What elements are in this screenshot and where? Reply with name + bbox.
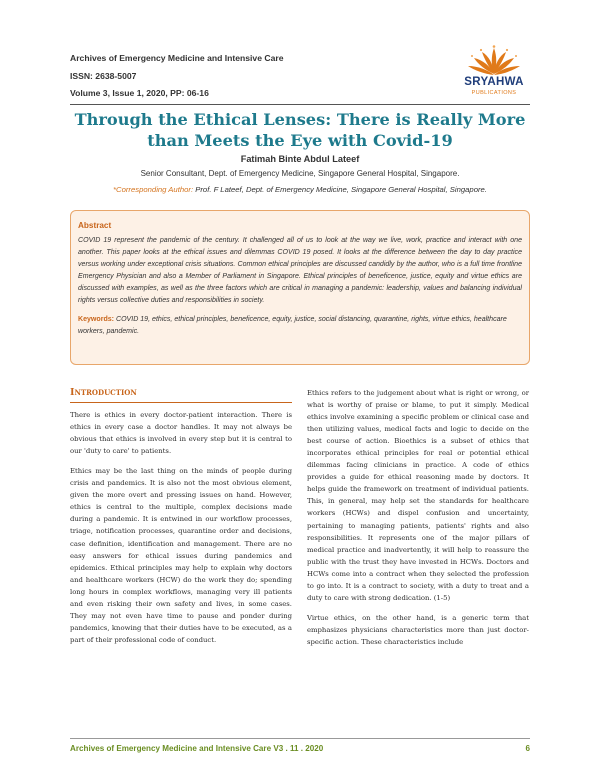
issn: ISSN: 2638-5007 <box>70 71 137 81</box>
page-footer <box>70 744 530 756</box>
abstract-box <box>70 210 530 365</box>
header-divider <box>70 104 530 105</box>
keywords-label: Keywords: <box>78 315 115 323</box>
corresponding-author-text: Prof. F Lateef, Dept. of Emergency Medicine, Singapore General Hospital, Singapore. <box>193 185 487 194</box>
volume-info: Volume 3, Issue 1, 2020, PP: 06-16 <box>70 88 209 98</box>
paragraph: Ethics refers to the judgement about what is right or wrong, or what is worthy of praise or blame, to put it simply. Medical ethics involve examining a specific problem or clinical case and then utilizing values, medical facts and logic to decide on the best course of action. Bioethics is a subset of ethics that incorporates ethical principles for real or potential ethical dilemmas facing clinicians in practice. A code of ethics provides a guide for ethical reasoning made by doctors. It helps guide the framework on treatment of individual patients. This, in general, may help set the standards for healthcare workers (HCWs) and dispel confusion and uncertainty, pertaining to managing patients, patients' rights and also responsibilities. It represents one of the major pillars of medical practice and inadvertently, it will help to reassure the public with the trust they have invested in HCWs. Doctors and HCWs come into a contract when they selected the profession to go into. It is a contract to society, with a duty to treat and a duty to care with strong dedication. (1-5) <box>307 389 529 602</box>
paragraph: Ethics may be the last thing on the minds of people during crisis and pandemics. It is also not the most obvious element, given the more overt and pressing issues on hand. However, ethics is central to the multiple, complex decisions made during a pandemic. It is entwined in our workflow processes, triage, notification processes, quarantine order and decisions, case definition, identification and management. There are no easy answers for ethical issues during pandemics and epidemics. Ethical principles may help to explain why doctors and healthcare workers (HCW) do the work they do; spending long hours in complex workflows, managing very ill patients and even risking their own safety and lives, in some cases. They may not even have time to pause and ponder during pandemics, knowing that their duties have to be executed, as a part of their professional code of conduct. <box>70 467 292 644</box>
keywords-text: COVID 19, ethics, ethical principles, beneficence, equity, justice, social distancing, quarantine, rights, virtue ethics, healthcare workers, pandemic. <box>78 315 507 335</box>
paragraph: There is ethics in every doctor-patient interaction. There is ethics in every case a doctor handles. It may not always be obvious that ethics is involved in every step but it is central to our 'duty to care' to patients. <box>70 411 292 456</box>
logo-name: SRYAHWA <box>464 76 524 88</box>
paragraph: Virtue ethics, on the other hand, is a generic term that emphasizes physicians characteristics more than just doctor-specific action. These characteristics include <box>307 613 529 646</box>
lotus-icon <box>448 44 540 78</box>
author-name: Fatimah Binte Abdul Lateef <box>240 154 360 164</box>
abstract-text: COVID 19 represent the pandemic of the century. It challenged all of us to look at the way we live, work, practice and interact with one another. This paper looks at the ethical issues and dilemmas COVID 19 posed. It looks at the difference between the day to day practice versus working under exceptional crisis situations. Common ethical principles are discussed candidly by the author, who is a full time frontline Emergency Physician and also a Member of Parliament in Singapore. Ethical principles of beneficence, justice, equity and virtue ethics are discussed with examples, as well as the three factors which are critical in managing a pandemic: leadership, values and balancing individual rights versus collective duties and responsibilities in society. <box>78 237 522 305</box>
abstract-heading: Abstract <box>78 221 112 230</box>
section-heading-introduction: Introduction <box>70 387 137 398</box>
corresponding-author-label: *Corresponding Author: <box>113 185 194 194</box>
article-title: Through the Ethical Lenses: There is Really More than Meets the Eye with Covid-19 <box>74 110 526 150</box>
left-column <box>70 387 292 654</box>
page-number: 6 <box>525 744 530 753</box>
journal-name: Archives of Emergency Medicine and Intensive Care <box>70 53 284 63</box>
corresponding-author <box>70 185 530 194</box>
right-column <box>307 387 529 656</box>
keywords <box>78 314 522 338</box>
footer-citation: Archives of Emergency Medicine and Intensive Care V3 . 11 . 2020 <box>70 744 324 753</box>
logo-subtitle: PUBLICATIONS <box>471 90 517 96</box>
section-heading-rule <box>70 402 292 403</box>
author-affiliation: Senior Consultant, Dept. of Emergency Medicine, Singapore General Hospital, Singapore. <box>140 169 460 178</box>
footer-divider <box>70 738 530 739</box>
publisher-logo <box>448 44 540 102</box>
